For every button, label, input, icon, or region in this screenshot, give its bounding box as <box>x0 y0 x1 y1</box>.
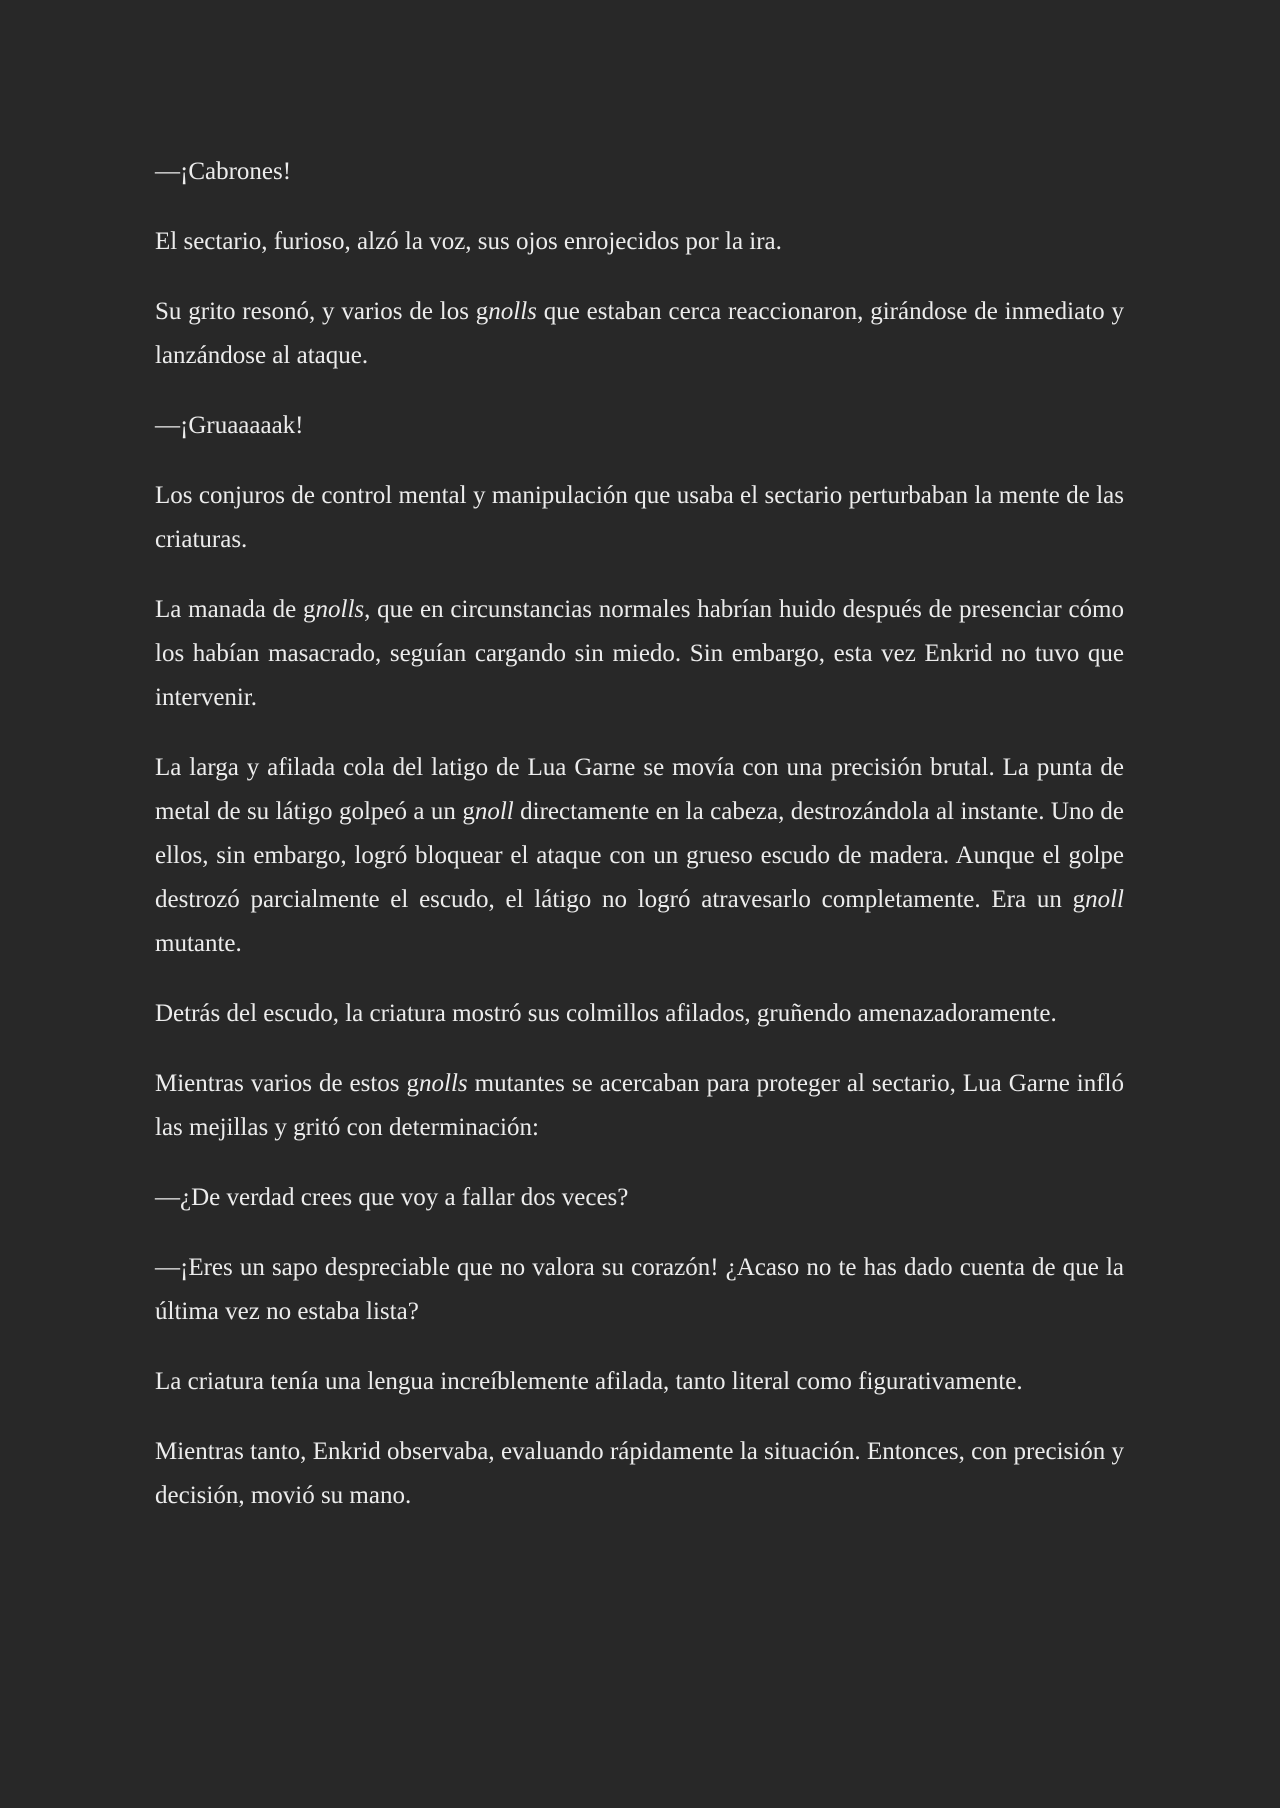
paragraph <box>155 992 1124 1036</box>
text-run: —¿De verdad crees que voy a fallar dos veces? <box>155 1184 629 1211</box>
paragraph <box>155 290 1124 378</box>
paragraph <box>155 220 1124 264</box>
text-run: Mientras tanto, Enkrid observaba, evaluando rápidamente la situación. Entonces, con precisión y decisión, movió su mano. <box>155 1438 1124 1509</box>
text-run: Los conjuros de control mental y manipulación que usaba el sectario perturbaban la mente de las criaturas. <box>155 482 1124 553</box>
paragraph <box>155 746 1124 966</box>
text-run: Su grito resonó, y varios de los g <box>155 298 489 325</box>
paragraph <box>155 150 1124 194</box>
paragraph <box>155 1246 1124 1334</box>
text-run: que estaban cerca reaccionaron, girándose de inmediato y lanzándose al ataque. <box>155 298 1124 369</box>
paragraph <box>155 1176 1124 1220</box>
paragraph <box>155 1062 1124 1150</box>
italic-term: nolls <box>419 1070 468 1097</box>
paragraph <box>155 588 1124 720</box>
paragraph <box>155 1430 1124 1518</box>
text-run: La larga y afilada cola del latigo de Lua Garne se movía con una precisión brutal. La punta de metal de su látigo golpeó a un g <box>155 754 1124 825</box>
text-run: , que en circunstancias normales habrían huido después de presenciar cómo los habían masacrado, seguían cargando sin miedo. Sin embargo, esta vez Enkrid no tuvo que intervenir. <box>155 596 1124 711</box>
text-run: La criatura tenía una lengua increíblemente afilada, tanto literal como figurativamente. <box>155 1368 1023 1395</box>
text-run: mutantes se acercaban para proteger al sectario, Lua Garne infló las mejillas y gritó con determinación: <box>155 1070 1124 1141</box>
text-run: Detrás del escudo, la criatura mostró sus colmillos afilados, gruñendo amenazadoramente. <box>155 1000 1057 1027</box>
text-run: El sectario, furioso, alzó la voz, sus ojos enrojecidos por la ira. <box>155 228 782 255</box>
italic-term: noll <box>1085 886 1124 913</box>
text-run: directamente en la cabeza, destrozándola al instante. Uno de ellos, sin embargo, logró bloquear el ataque con un grueso escudo de madera. Aunque el golpe destrozó parcialmente el escudo, el látigo no logró atravesarlo completamente. Era un g <box>155 798 1124 913</box>
paragraph <box>155 474 1124 562</box>
text-run: mutante. <box>155 930 242 957</box>
text-run: Mientras varios de estos g <box>155 1070 420 1097</box>
text-run: —¡Eres un sapo despreciable que no valora su corazón! ¿Acaso no te has dado cuenta de que la última vez no estaba lista? <box>155 1254 1124 1325</box>
italic-term: nolls <box>488 298 537 325</box>
italic-term: noll <box>474 798 514 825</box>
text-run: —¡Cabrones! <box>155 158 292 185</box>
paragraph <box>155 404 1124 448</box>
text-run: La manada de g <box>155 596 316 623</box>
italic-term: nolls <box>315 596 365 623</box>
text-run: —¡Gruaaaaak! <box>155 412 304 439</box>
paragraph <box>155 1360 1124 1404</box>
document-page <box>155 150 1124 1544</box>
